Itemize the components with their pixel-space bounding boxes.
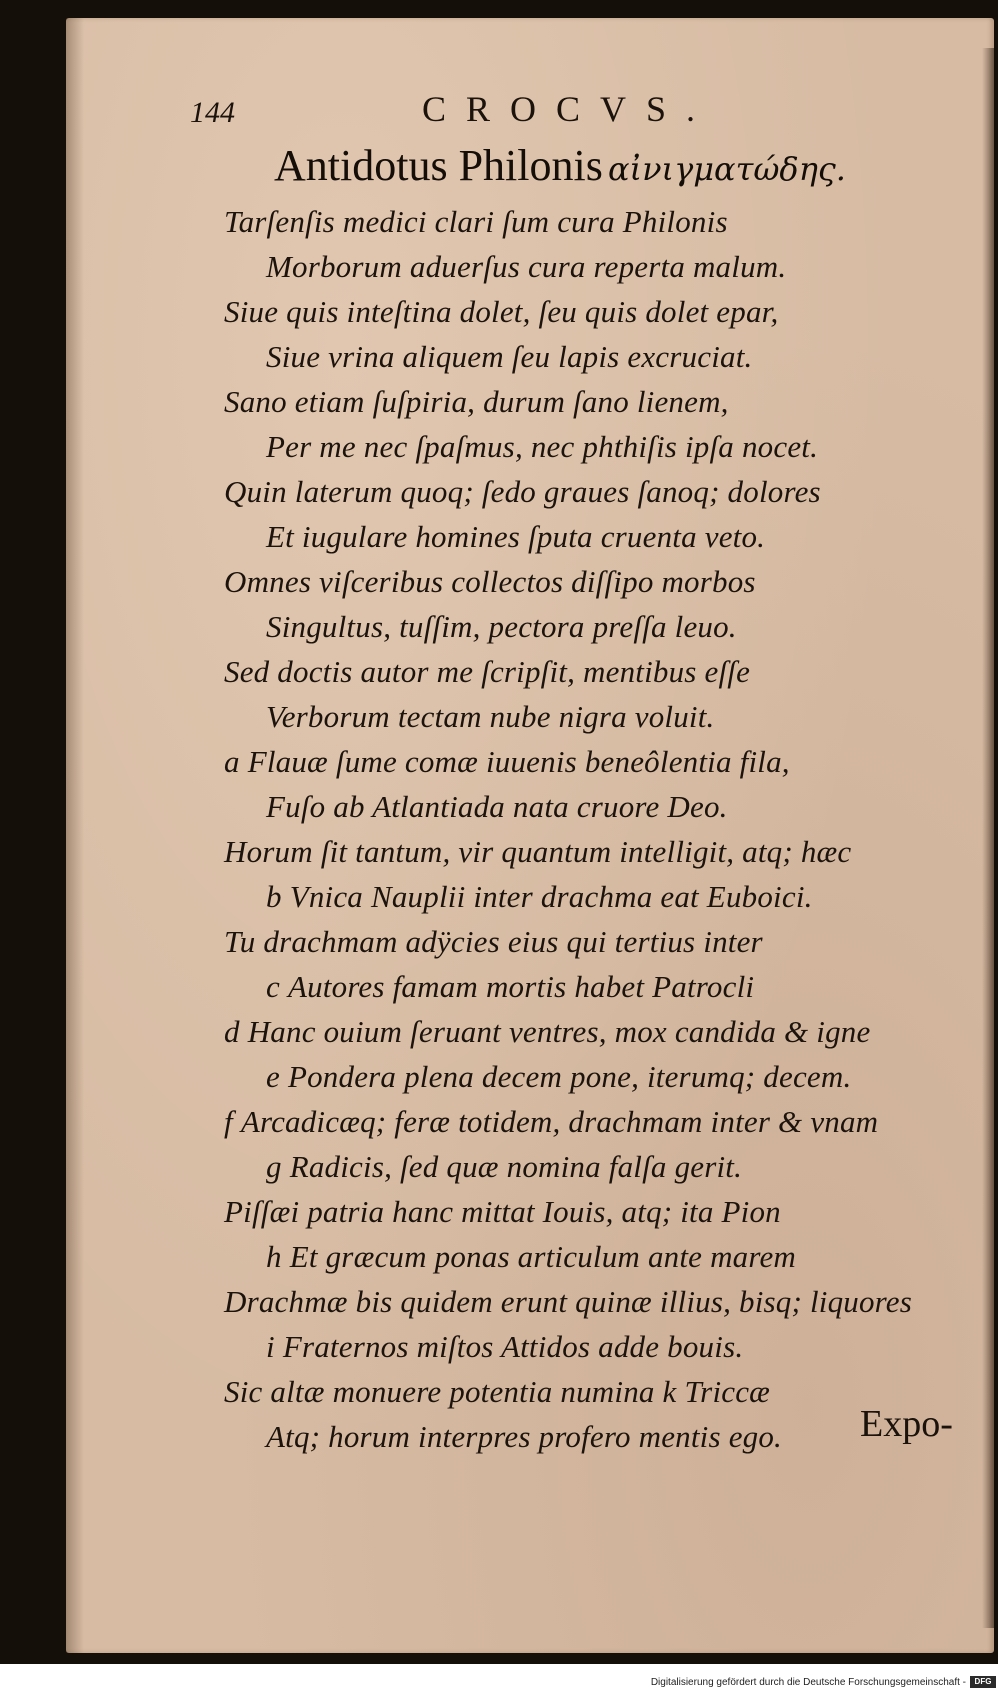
poem-line xyxy=(224,1104,878,1140)
poem-line-text: Arcadicæq; feræ totidem, drachmam inter & vnam xyxy=(240,1104,879,1139)
poem-line xyxy=(224,744,790,780)
poem-line-text: Singultus, tuſſim, pectora preſſa leuo. xyxy=(266,609,737,644)
poem-line-text: Tarſenſis medici clari ſum cura Philonis xyxy=(224,204,728,239)
note-marker: h xyxy=(266,1239,282,1274)
poem-line-text: Sano etiam ſuſpiria, durum ſano lienem, xyxy=(224,384,729,419)
poem-line-text: Omnes viſceribus collectos diſſipo morbos xyxy=(224,564,756,599)
poem-line-text: Horum ſit tantum, vir quantum intelligit, atq; hæc xyxy=(224,834,852,869)
dfg-logo: DFG xyxy=(970,1676,996,1688)
poem-line-text: Et iugulare homines ſputa cruenta veto. xyxy=(266,519,766,554)
poem-line-text: Hanc ouium ſeruant ventres, mox candida & igne xyxy=(247,1014,871,1049)
poem-line xyxy=(224,474,821,510)
poem-line xyxy=(224,1284,912,1320)
poem-line-text: Fuſo ab Atlantiada nata cruore Deo. xyxy=(266,789,728,824)
poem-line xyxy=(224,564,756,600)
note-marker: e xyxy=(266,1059,280,1094)
poem-line xyxy=(266,519,765,555)
note-marker: c xyxy=(266,969,280,1004)
note-marker: a xyxy=(224,744,240,779)
poem-line-text: Tu drachmam adÿcies eius qui tertius inter xyxy=(224,924,763,959)
poem-line xyxy=(266,789,728,825)
poem-line xyxy=(224,384,729,420)
poem-line xyxy=(224,204,728,240)
note-marker: g xyxy=(266,1149,282,1184)
poem-line-text: Piſſæi patria hanc mittat Iouis, atq; ita Pion xyxy=(224,1194,781,1229)
poem-line xyxy=(266,609,737,645)
poem-line-text: Radicis, ſed quæ nomina falſa gerit. xyxy=(289,1149,743,1184)
poem-line-text: Verborum tectam nube nigra voluit. xyxy=(266,699,715,734)
note-marker: d xyxy=(224,1014,240,1049)
poem-line xyxy=(266,879,813,915)
poem-line-text: Fraternos miſtos Attidos adde bouis. xyxy=(282,1329,744,1364)
poem-line-text: Atq; horum interpres profero mentis ego. xyxy=(266,1419,783,1454)
poem-line-text: Pondera plena decem pone, iterumq; decem. xyxy=(287,1059,852,1094)
poem-line-text: Quin laterum quoq; ſedo graues ſanoq; dolores xyxy=(224,474,821,509)
digitization-credit: Digitalisierung gefördert durch die Deutsche Forschungsgemeinschaft - xyxy=(650,1677,966,1688)
poem-line-text: Et græcum ponas articulum ante marem xyxy=(289,1239,797,1274)
poem-line xyxy=(266,429,818,465)
poem-line xyxy=(224,834,851,870)
poem-line xyxy=(266,969,754,1005)
poem-line xyxy=(224,654,750,690)
poem-line xyxy=(266,339,752,375)
poem-line-text: Autores famam mortis habet Patrocli xyxy=(287,969,755,1004)
poem-line-text: Vnica Nauplii inter drachma eat Euboici. xyxy=(289,879,813,914)
title-latin: Antidotus Philonis xyxy=(274,141,603,190)
poem-line-text: Sed doctis autor me ſcripſit, mentibus eſſe xyxy=(224,654,751,689)
poem-line xyxy=(266,699,715,735)
poem-line xyxy=(224,294,778,330)
page-gutter-shadow xyxy=(66,18,84,1653)
note-marker: b xyxy=(266,879,282,914)
poem-line-text: Drachmæ bis quidem erunt quinæ illius, bisq; liquores xyxy=(224,1284,913,1319)
page-number: 144 xyxy=(190,96,235,129)
poem-line xyxy=(266,1419,782,1455)
running-head: CROCVS. xyxy=(422,89,716,129)
page-header xyxy=(190,88,730,138)
poem-line xyxy=(224,1374,770,1410)
page-title xyxy=(274,140,914,191)
poem-line-text: Siue vrina aliquem ſeu lapis excruciat. xyxy=(266,339,753,374)
catchword: Expo- xyxy=(860,1403,953,1445)
poem-line xyxy=(266,1149,742,1185)
poem-line-text: Sic altæ monuere potentia numina k Triccæ xyxy=(224,1374,771,1409)
poem-line-text: Morborum aduerſus cura reperta malum. xyxy=(266,249,787,284)
poem-line-text: Flauæ ſume comæ iuuenis beneôlentia fila, xyxy=(247,744,790,779)
note-marker: i xyxy=(266,1329,275,1364)
poem-line xyxy=(266,1239,796,1275)
poem-line xyxy=(224,1194,781,1230)
poem-line xyxy=(266,1329,743,1365)
poem-line xyxy=(224,1014,870,1050)
poem-line-text: Siue quis inteſtina dolet, ſeu quis dolet epar, xyxy=(224,294,779,329)
page-right-edge xyxy=(982,48,994,1628)
poem-line xyxy=(266,249,786,285)
poem-line xyxy=(224,924,763,960)
title-greek: αἰνιγματώδης. xyxy=(607,150,846,188)
poem-line-text: Per me nec ſpaſmus, nec phthiſis ipſa nocet. xyxy=(266,429,819,464)
note-marker: f xyxy=(224,1104,233,1139)
poem-line xyxy=(266,1059,851,1095)
